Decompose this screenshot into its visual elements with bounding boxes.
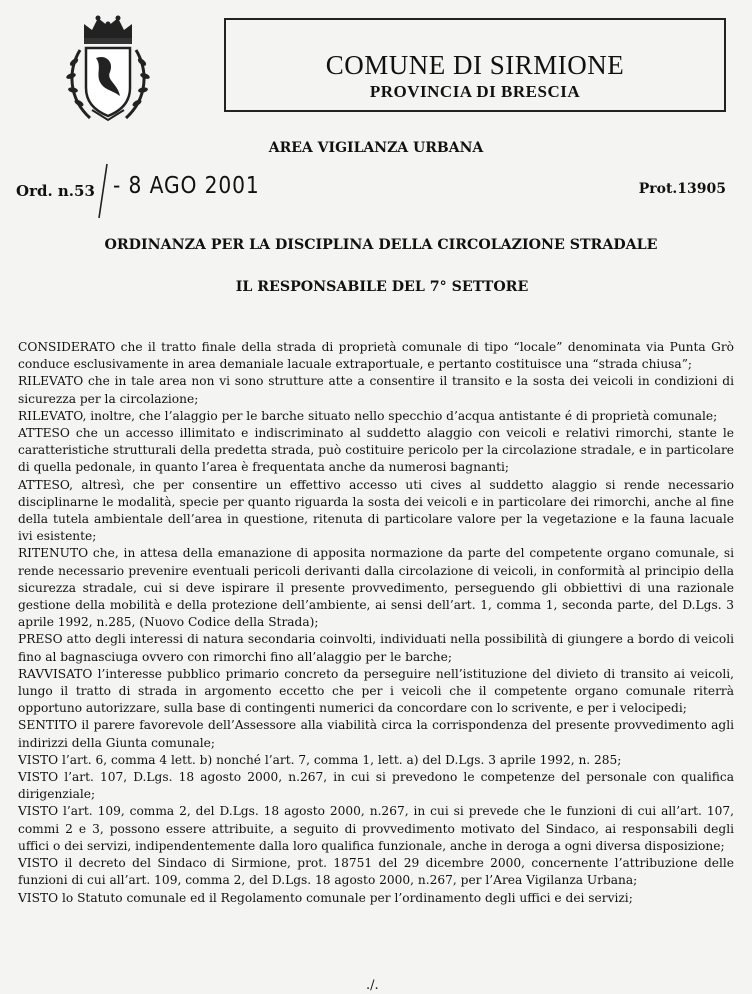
municipal-crest-icon — [62, 10, 154, 126]
paragraph: VISTO l’art. 109, comma 2, del D.Lgs. 18 agosto 2000, n.267, in cui si prevede che le funzioni di cui all’art. 107, commi 2 e 3, possono essere attribuite, a seguito di provvedimento motivato del Sindaco, ai responsabili degli uffici o dei servizi, indipendentemente dalla loro qualifica funzionale, anche in deroga a ogni diversa disposizione; — [18, 804, 734, 853]
area-label: AREA VIGILANZA URBANA — [268, 140, 484, 156]
paragraph: RITENUTO che, in attesa della emanazione di apposita normazione da parte del competente organo comunale, si rende necessario prevenire eventuali pericoli derivanti dalla circolazione di veicoli, in conformità al principio della sicurezza stradale, cui si deve ispirare il presente provvedimento, perseguendo gli obbiettivi di una razionale gestione della mobilità e della protezione dell’ambiente, ai sensi dell’art. 1, comma 1, seconda parte, del D.Lgs. 3 aprile 1992, n.285, (Nuovo Codice della Strada); — [18, 546, 734, 630]
paragraph: ATTESO, altresì, che per consentire un effettivo accesso uti cives al suddetto alaggio si rende necessario disciplinarne le modalità, specie per quanto riguarda la sosta dei veicoli e in particolare dei rimorchi, anche al fine della tutela ambientale dell’area in questione, ritenuta di particolare valore per la vegetazione e la fauna lacuale ivi esistente; — [18, 477, 734, 544]
paragraph: RAVVISATO l’interesse pubblico primario concreto da perseguire nell’istituzione del divieto di transito ai veicoli, lungo il tratto di strada in argomento eccetto che per i veicoli che il competente organo comunale riterrà opportuno autorizzare, sulla base di contingenti numerici da concordare con lo scrivente, e per i velocipedi; — [18, 666, 734, 716]
paragraph: RILEVATO che in tale area non vi sono strutture atte a consentire il transito e la sosta dei veicoli in condizioni di sicurezza per la circolazione; — [18, 374, 734, 406]
ordinance-body — [18, 339, 734, 907]
page-continuation-mark: ./. — [366, 978, 379, 993]
paragraph: VISTO l’art. 107, D.Lgs. 18 agosto 2000, n.267, in cui si prevedono le competenze del personale con qualifica dirigenziale; — [18, 770, 734, 802]
paragraph: CONSIDERATO che il tratto finale della strada di proprietà comunale di tipo “locale” denominata via Punta Grò conduce esclusivamente in area demaniale lacuale extraportuale, e pertanto costituisce una “strada chiusa”; — [18, 340, 734, 372]
province-subtitle: PROVINCIA DI BRESCIA — [369, 82, 581, 101]
paragraph: VISTO l’art. 6, comma 4 lett. b) nonché l’art. 7, comma 1, lett. a) del D.Lgs. 3 aprile 1992, n. 285; — [18, 752, 622, 767]
ordinance-date-stamp: - 8 AGO 2001 — [113, 173, 260, 199]
paragraph: PRESO atto degli interessi di natura secondaria coinvolti, individuati nella possibilità di giungere a bordo di veicoli fino al bagnasciuga ovvero con rimorchi fino all’alaggio per le barche; — [18, 632, 734, 664]
paragraph: VISTO il decreto del Sindaco di Sirmione, prot. 18751 del 29 dicembre 2000, concernente l’attribuzione delle funzioni di cui all’art. 109, comma 2, del D.Lgs. 18 agosto 2000, n.267, per l’Area Vigilanza Urbana; — [18, 856, 734, 888]
ordinance-number: Ord. n.53 — [16, 182, 95, 200]
paragraph: SENTITO il parere favorevole dell’Assessore alla viabilità circa la corrispondenza del presente provvedimento agli indirizzi della Giunta comunale; — [18, 718, 734, 750]
header-box — [224, 18, 726, 112]
paragraph: VISTO lo Statuto comunale ed il Regolamento comunale per l’ordinamento degli uffici e dei servizi; — [18, 890, 633, 905]
paragraph: RILEVATO, inoltre, che l’alaggio per le barche situato nello specchio d’acqua antistante é di proprietà comunale; — [18, 408, 718, 423]
ordinance-title: ORDINANZA PER LA DISCIPLINA DELLA CIRCOLAZIONE STRADALE — [104, 237, 658, 253]
paragraph: ATTESO che un accesso illimitato e indiscriminato al suddetto alaggio con veicoli e relativi rimorchi, stante le caratteristiche strutturali della predetta strada, può costituire pericolo per la circolazione stradale, e in particolare di quella pedonale, in quanto l’area è frequentata anche da numerosi bagnanti; — [18, 426, 734, 475]
authority-heading: IL RESPONSABILE DEL 7° SETTORE — [235, 279, 529, 295]
protocol-number: Prot.13905 — [638, 181, 726, 197]
municipality-title: COMUNE DI SIRMIONE — [325, 50, 625, 80]
